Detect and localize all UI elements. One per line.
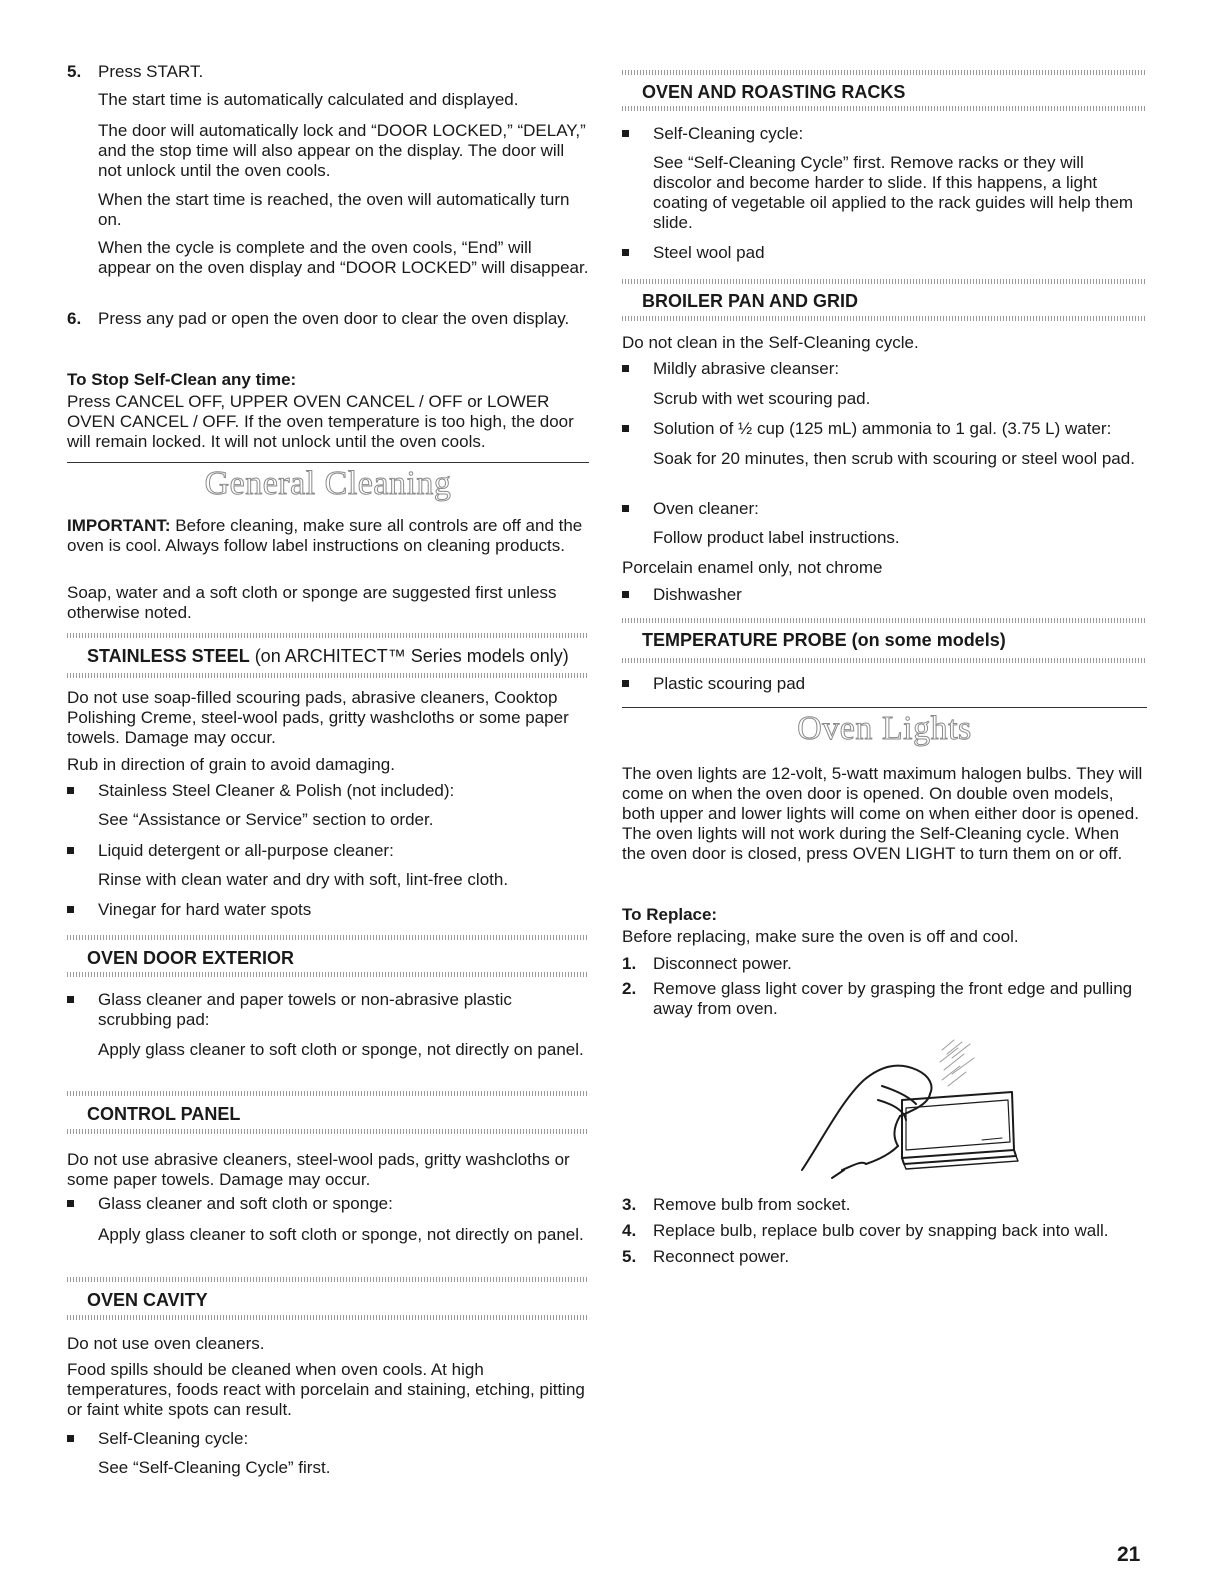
list-item-text: Self-Cleaning cycle: (653, 124, 804, 143)
paragraph: Apply glass cleaner to soft cloth or sponge, not directly on panel. (98, 1225, 584, 1244)
list-item-text: Self-Cleaning cycle: (98, 1429, 249, 1448)
step-3 (622, 1195, 1147, 1215)
list-item-text: Oven cleaner: (653, 499, 759, 518)
list-item-text: Glass cleaner and soft cloth or sponge: (98, 1194, 393, 1213)
important-text: Before cleaning, make sure all controls are off and the oven is cool. Always follow label instructions on cleaning products. (67, 516, 583, 555)
list-item (622, 499, 1147, 519)
paragraph: Apply glass cleaner to soft cloth or sponge, not directly on panel. (98, 1040, 584, 1059)
list-item-text: Liquid detergent or all-purpose cleaner: (98, 841, 394, 860)
step-number: 6. (67, 309, 82, 328)
list-item (67, 1429, 589, 1449)
header-rule (622, 618, 1147, 623)
paragraph: Soak for 20 minutes, then scrub with scouring or steel wool pad. (653, 449, 1135, 468)
paragraph: The oven lights are 12-volt, 5-watt maximum halogen bulbs. They will come on when the oven door is opened. On double oven models, both upper and lower lights will come on when either door is opened. The oven lights will not work during the Self-Cleaning cycle. When the oven door is closed, press OVEN LIGHT to turn them on or off. (622, 764, 1143, 863)
header-title: TEMPERATURE PROBE (on some models) (642, 630, 1006, 650)
step-text: Disconnect power. (653, 954, 792, 973)
bullet (622, 591, 629, 598)
header-rule (67, 633, 589, 638)
list-item (67, 900, 589, 920)
bullet (67, 996, 74, 1003)
oven-cavity-header (67, 1277, 589, 1319)
step-number: 5. (622, 1247, 637, 1266)
list-item-text: Solution of ½ cup (125 mL) ammonia to 1 gal. (3.75 L) water: (653, 419, 1112, 438)
oven-door-exterior-header (67, 935, 589, 977)
paragraph: The door will automatically lock and “DOOR LOCKED,” “DELAY,” and the stop time will also appear on the display. The door will not unlock until the oven cools. (98, 121, 586, 180)
header-rule (622, 316, 1147, 321)
section-rule (67, 462, 589, 463)
header-title: OVEN DOOR EXTERIOR (87, 948, 295, 968)
paragraph: See “Self-Cleaning Cycle” first. Remove racks or they will discolor and become harder to slide. If this happens, a light coating of vegetable oil applied to the rack guides will help them slide. (653, 153, 1134, 232)
step-text: Press any pad or open the oven door to clear the oven display. (98, 309, 570, 328)
list-item (67, 781, 589, 801)
paragraph: Follow product label instructions. (653, 528, 900, 547)
paragraph: Rub in direction of grain to avoid damaging. (67, 755, 395, 774)
header-rule (67, 1129, 589, 1134)
paragraph: Rinse with clean water and dry with soft, lint-free cloth. (98, 870, 509, 889)
bullet (622, 425, 629, 432)
step-number: 3. (622, 1195, 637, 1214)
bullet (67, 787, 74, 794)
step-5 (622, 1247, 1147, 1267)
subheading: To Replace: (622, 905, 718, 924)
paragraph: See “Self-Cleaning Cycle” first. (98, 1458, 331, 1477)
paragraph: Scrub with wet scouring pad. (653, 389, 871, 408)
light-cover-illustration (782, 1030, 1042, 1190)
header-title: CONTROL PANEL (87, 1104, 241, 1124)
header-rule (67, 1277, 589, 1282)
section-rule (622, 707, 1147, 708)
list-item-text: Plastic scouring pad (653, 674, 806, 693)
list-item-text: Glass cleaner and paper towels or non-abrasive plastic scrubbing pad: (98, 990, 512, 1029)
header-title-rest: (on ARCHITECT™ Series models only) (249, 646, 569, 666)
paragraph: Before replacing, make sure the oven is off and cool. (622, 927, 1019, 946)
step-4 (622, 1221, 1147, 1241)
header-title: OVEN AND ROASTING RACKS (642, 82, 906, 102)
header-rule (67, 1315, 589, 1320)
paragraph: Do not use soap-filled scouring pads, abrasive cleaners, Cooktop Polishing Creme, steel-wool pads, gritty washcloths or some paper towels. Damage may occur. (67, 688, 569, 747)
step-1 (622, 954, 1147, 974)
step-5 (67, 62, 589, 82)
bullet (622, 680, 629, 687)
bullet (67, 906, 74, 913)
header-rule (622, 279, 1147, 284)
paragraph: When the cycle is complete and the oven cools, “End” will appear on the oven display and “DOOR LOCKED” will disappear. (98, 238, 589, 277)
step-2 (622, 979, 1147, 1019)
control-panel-header (67, 1091, 589, 1133)
list-item (67, 1194, 589, 1214)
list-item-text: Stainless Steel Cleaner & Polish (not included): (98, 781, 455, 800)
header-rule (622, 70, 1147, 75)
header-rule (67, 1091, 589, 1096)
bullet (622, 365, 629, 372)
step-text: Remove glass light cover by grasping the front edge and pulling away from oven. (653, 979, 1133, 1018)
paragraph: Food spills should be cleaned when oven cools. At high temperatures, foods react with porcelain and staining, etching, pitting or faint white spots can result. (67, 1360, 585, 1419)
step-number: 4. (622, 1221, 637, 1240)
paragraph: Porcelain enamel only, not chrome (622, 558, 883, 577)
step-number: 5. (67, 62, 82, 81)
step-number: 1. (622, 954, 637, 973)
page-number: 21 (1117, 1543, 1141, 1566)
header-title: BROILER PAN AND GRID (642, 291, 858, 311)
paragraph: When the start time is reached, the oven will automatically turn on. (98, 190, 570, 229)
list-item (622, 674, 1147, 694)
subheading: To Stop Self-Clean any time: (67, 370, 297, 389)
list-item-text: Dishwasher (653, 585, 742, 604)
header-title-bold: STAINLESS STEEL (87, 646, 250, 666)
list-item (622, 243, 1147, 263)
bullet (67, 847, 74, 854)
header-title: OVEN CAVITY (87, 1290, 208, 1310)
list-item (622, 124, 1147, 144)
important-paragraph (67, 516, 589, 556)
bullet (622, 249, 629, 256)
bullet (67, 1200, 74, 1207)
header-rule (622, 658, 1147, 663)
section-title: Oven Lights (797, 710, 972, 747)
step-text: Remove bulb from socket. (653, 1195, 851, 1214)
paragraph: Press CANCEL OFF, UPPER OVEN CANCEL / OFF or LOWER OVEN CANCEL / OFF. If the oven temperature is too high, the door will remain locked. It will not unlock until the oven cools. (67, 392, 574, 451)
bullet (622, 130, 629, 137)
paragraph: Do not clean in the Self-Cleaning cycle. (622, 333, 919, 352)
step-title: Press START. (98, 62, 204, 81)
paragraph: Do not use abrasive cleaners, steel-wool pads, gritty washcloths or some paper towels. Damage may occur. (67, 1150, 570, 1189)
probe-header (622, 618, 1147, 660)
header-rule (622, 106, 1147, 111)
list-item-text: Steel wool pad (653, 243, 765, 262)
racks-header (622, 70, 1147, 112)
header-rule (67, 972, 589, 977)
paragraph: See “Assistance or Service” section to order. (98, 810, 434, 829)
paragraph: Do not use oven cleaners. (67, 1334, 265, 1353)
step-6 (67, 309, 589, 329)
list-item-text: Mildly abrasive cleanser: (653, 359, 840, 378)
header-title (87, 646, 569, 666)
list-item (67, 841, 589, 861)
list-item (622, 585, 1147, 605)
header-rule (67, 935, 589, 940)
list-item (622, 419, 1147, 439)
broiler-header (622, 279, 1147, 321)
step-number: 2. (622, 979, 637, 998)
list-item (67, 990, 589, 1030)
section-title: General Cleaning (204, 465, 452, 502)
paragraph: Soap, water and a soft cloth or sponge are suggested first unless otherwise noted. (67, 583, 557, 622)
bullet (67, 1435, 74, 1442)
list-item-text: Vinegar for hard water spots (98, 900, 312, 919)
stainless-steel-header (67, 633, 589, 675)
list-item (622, 359, 1147, 379)
header-rule (67, 673, 589, 678)
step-text: Replace bulb, replace bulb cover by snapping back into wall. (653, 1221, 1109, 1240)
step-text: Reconnect power. (653, 1247, 790, 1266)
paragraph: The start time is automatically calculated and displayed. (98, 90, 519, 109)
important-label: IMPORTANT: (67, 516, 171, 535)
bullet (622, 505, 629, 512)
